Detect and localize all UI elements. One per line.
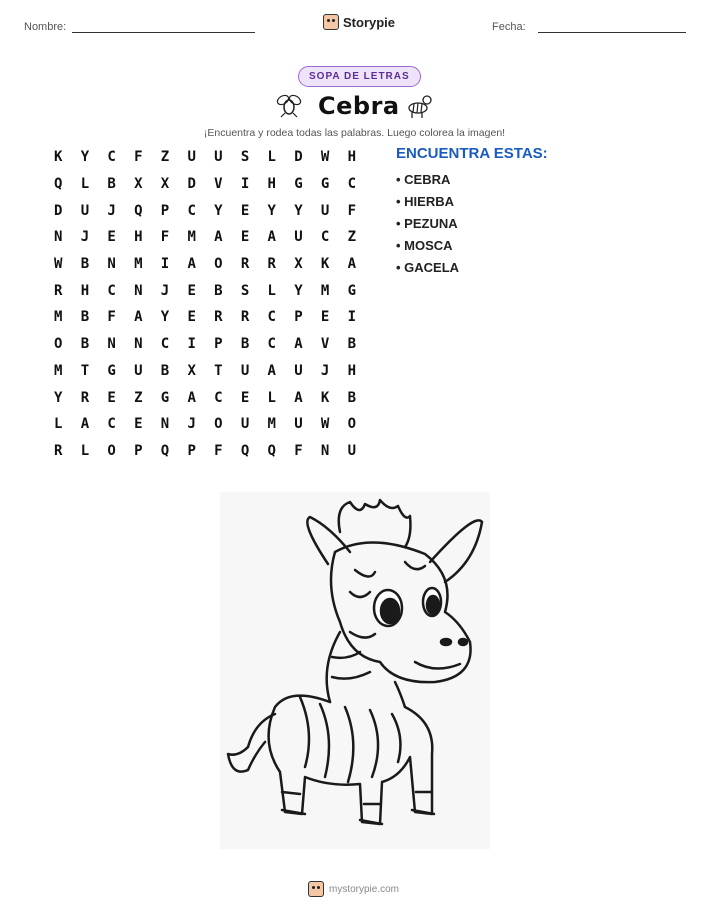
grid-letter[interactable]: A bbox=[187, 256, 196, 273]
small-zebra-icon bbox=[404, 90, 434, 120]
grid-letter[interactable]: U bbox=[187, 149, 196, 166]
grid-letter[interactable]: R bbox=[240, 256, 250, 273]
grid-letter[interactable]: J bbox=[107, 202, 116, 219]
zebra-illustration[interactable] bbox=[220, 492, 490, 849]
grid-letter[interactable]: G bbox=[320, 176, 330, 193]
grid-letter[interactable]: Y bbox=[294, 202, 303, 219]
grid-letter[interactable]: Q bbox=[240, 442, 250, 459]
grid-letter[interactable]: B bbox=[107, 176, 116, 193]
grid-letter[interactable]: C bbox=[107, 416, 116, 433]
grid-letter[interactable]: P bbox=[187, 442, 196, 459]
grid-letter[interactable]: S bbox=[240, 149, 250, 166]
grid-letter[interactable]: K bbox=[320, 389, 330, 406]
grid-letter[interactable]: N bbox=[134, 282, 143, 299]
grid-letter[interactable]: J bbox=[187, 416, 196, 433]
grid-letter[interactable]: M bbox=[187, 229, 196, 246]
grid-letter[interactable]: I bbox=[160, 256, 170, 273]
grid-letter[interactable]: N bbox=[134, 336, 143, 353]
name-line[interactable] bbox=[72, 32, 255, 33]
grid-letter[interactable]: R bbox=[54, 282, 63, 299]
grid-letter[interactable]: O bbox=[347, 416, 356, 433]
grid-letter[interactable]: E bbox=[240, 202, 250, 219]
grid-letter[interactable]: D bbox=[294, 149, 303, 166]
grid-letter[interactable]: W bbox=[320, 149, 330, 166]
grid-letter[interactable]: E bbox=[320, 309, 330, 326]
grid-letter[interactable]: M bbox=[267, 416, 276, 433]
grid-letter[interactable]: B bbox=[80, 309, 90, 326]
grid-letter[interactable]: P bbox=[134, 442, 143, 459]
grid-letter[interactable]: L bbox=[267, 149, 276, 166]
grid-letter[interactable]: T bbox=[80, 362, 90, 379]
grid-letter[interactable]: Y bbox=[54, 389, 63, 406]
storypie-logo-icon bbox=[308, 881, 324, 897]
grid-letter[interactable]: Q bbox=[54, 176, 63, 193]
grid-letter[interactable]: A bbox=[294, 389, 303, 406]
grid-letter[interactable]: E bbox=[187, 309, 196, 326]
grid-letter[interactable]: E bbox=[107, 229, 116, 246]
grid-letter[interactable]: C bbox=[107, 282, 116, 299]
name-label: Nombre: bbox=[24, 21, 67, 33]
grid-letter[interactable]: Q bbox=[160, 442, 170, 459]
grid-letter[interactable]: N bbox=[160, 416, 170, 433]
grid-letter[interactable]: W bbox=[54, 256, 63, 273]
grid-letter[interactable]: A bbox=[294, 336, 303, 353]
grid-letter[interactable]: F bbox=[134, 149, 143, 166]
worksheet-badge: SOPA DE LETRAS bbox=[298, 66, 421, 87]
date-label: Fecha: bbox=[492, 21, 526, 33]
grid-letter[interactable]: Z bbox=[134, 389, 143, 406]
grid-letter[interactable]: L bbox=[54, 416, 63, 433]
grid-letter[interactable]: C bbox=[187, 202, 196, 219]
grid-letter[interactable]: I bbox=[187, 336, 196, 353]
grid-letter[interactable]: Z bbox=[160, 149, 170, 166]
grid-letter[interactable]: M bbox=[54, 309, 63, 326]
brand-name: Storypie bbox=[343, 14, 396, 30]
grid-letter[interactable]: E bbox=[134, 416, 143, 433]
grid-letter[interactable]: H bbox=[134, 229, 143, 246]
grid-letter[interactable]: C bbox=[107, 149, 116, 166]
word-item: • PEZUNA bbox=[396, 216, 458, 231]
grid-letter[interactable]: O bbox=[214, 256, 223, 273]
grid-letter[interactable]: E bbox=[240, 389, 250, 406]
grid-letter[interactable]: A bbox=[267, 229, 276, 246]
grid-letter[interactable]: E bbox=[107, 389, 116, 406]
page-title: Cebra bbox=[318, 92, 400, 120]
grid-letter[interactable]: A bbox=[347, 256, 356, 273]
grid-letter[interactable]: O bbox=[214, 416, 223, 433]
grid-letter[interactable]: P bbox=[294, 309, 303, 326]
grid-letter[interactable]: G bbox=[347, 282, 356, 299]
grid-letter[interactable]: U bbox=[134, 362, 143, 379]
grid-letter[interactable]: I bbox=[347, 309, 356, 326]
grid-letter[interactable]: Q bbox=[267, 442, 276, 459]
grid-letter[interactable]: F bbox=[347, 202, 356, 219]
grid-letter[interactable]: F bbox=[294, 442, 303, 459]
grid-letter[interactable]: M bbox=[320, 282, 330, 299]
grid-letter[interactable]: U bbox=[240, 416, 250, 433]
grid-letter[interactable]: U bbox=[294, 362, 303, 379]
grid-letter[interactable]: V bbox=[214, 176, 223, 193]
grid-letter[interactable]: U bbox=[294, 416, 303, 433]
brand-logo bbox=[323, 14, 395, 30]
grid-letter[interactable]: A bbox=[134, 309, 143, 326]
word-item: • HIERBA bbox=[396, 194, 454, 209]
grid-letter[interactable]: U bbox=[347, 442, 356, 459]
grid-letter[interactable]: U bbox=[240, 362, 250, 379]
grid-letter[interactable]: K bbox=[54, 149, 63, 166]
grid-letter[interactable]: U bbox=[294, 229, 303, 246]
footer bbox=[308, 881, 399, 897]
grid-letter[interactable]: F bbox=[160, 229, 170, 246]
word-item: • CEBRA bbox=[396, 172, 451, 187]
grid-letter[interactable]: M bbox=[134, 256, 143, 273]
grid-letter[interactable]: X bbox=[134, 176, 143, 193]
word-item: • MOSCA bbox=[396, 238, 453, 253]
grid-letter[interactable]: L bbox=[80, 176, 90, 193]
grid-letter[interactable]: J bbox=[80, 229, 90, 246]
grid-letter[interactable]: H bbox=[267, 176, 276, 193]
grid-letter[interactable]: S bbox=[240, 282, 250, 299]
grid-letter[interactable]: X bbox=[160, 176, 170, 193]
grid-letter[interactable]: A bbox=[214, 229, 223, 246]
grid-letter[interactable]: N bbox=[107, 256, 116, 273]
grid-letter[interactable]: P bbox=[214, 336, 223, 353]
grid-letter[interactable]: E bbox=[187, 282, 196, 299]
word-list bbox=[396, 145, 548, 282]
grid-letter[interactable]: J bbox=[160, 282, 170, 299]
grid-letter[interactable]: O bbox=[107, 442, 116, 459]
grid-letter[interactable]: E bbox=[240, 229, 250, 246]
grid-letter[interactable]: W bbox=[320, 416, 330, 433]
grid-letter[interactable]: L bbox=[80, 442, 90, 459]
grid-letter[interactable]: B bbox=[240, 336, 250, 353]
grid-letter[interactable]: C bbox=[214, 389, 223, 406]
grid-letter[interactable]: C bbox=[267, 309, 276, 326]
grid-letter[interactable]: A bbox=[80, 416, 90, 433]
grid-letter[interactable]: K bbox=[320, 256, 330, 273]
grid-letter[interactable]: I bbox=[240, 176, 250, 193]
grid-letter[interactable]: H bbox=[347, 149, 356, 166]
grid-letter[interactable]: Y bbox=[80, 149, 90, 166]
grid-letter[interactable]: Y bbox=[160, 309, 170, 326]
grid-letter[interactable]: Y bbox=[294, 282, 303, 299]
grid-letter[interactable]: R bbox=[240, 309, 250, 326]
grid-letter[interactable]: C bbox=[320, 229, 330, 246]
grid-letter[interactable]: G bbox=[160, 389, 170, 406]
instructions: ¡Encuentra y rodea todas las palabras. Luego colorea la imagen! bbox=[203, 127, 506, 139]
grid-letter[interactable]: C bbox=[160, 336, 170, 353]
grid-letter[interactable]: Y bbox=[214, 202, 223, 219]
grid-letter[interactable]: G bbox=[294, 176, 303, 193]
grid-letter[interactable]: N bbox=[320, 442, 330, 459]
grid-letter[interactable]: L bbox=[267, 282, 276, 299]
date-line[interactable] bbox=[538, 32, 686, 33]
grid-letter[interactable]: Z bbox=[347, 229, 356, 246]
grid-letter[interactable]: Y bbox=[267, 202, 276, 219]
grid-letter[interactable]: B bbox=[80, 336, 90, 353]
word-list-title: ENCUENTRA ESTAS: bbox=[396, 145, 548, 162]
grid-letter[interactable]: F bbox=[214, 442, 223, 459]
grid-letter[interactable]: U bbox=[80, 202, 90, 219]
footer-url[interactable]: mystorypie.com bbox=[329, 883, 400, 895]
grid-letter[interactable]: B bbox=[160, 362, 170, 379]
grid-letter[interactable]: H bbox=[347, 362, 356, 379]
grid-letter[interactable]: C bbox=[347, 176, 356, 193]
word-item: • GACELA bbox=[396, 260, 460, 275]
grid-letter[interactable]: R bbox=[80, 389, 90, 406]
grid-letter[interactable]: R bbox=[214, 309, 223, 326]
grid-letter[interactable]: H bbox=[80, 282, 90, 299]
grid-letter[interactable]: P bbox=[160, 202, 170, 219]
fly-icon bbox=[274, 91, 304, 119]
grid-letter[interactable]: V bbox=[320, 336, 330, 353]
grid-letter[interactable]: L bbox=[267, 389, 276, 406]
grid-letter[interactable]: X bbox=[187, 362, 196, 379]
grid-letter[interactable]: F bbox=[107, 309, 116, 326]
grid-letter[interactable]: R bbox=[54, 442, 63, 459]
grid-letter[interactable]: J bbox=[320, 362, 330, 379]
grid-letter[interactable]: N bbox=[54, 229, 63, 246]
grid-letter[interactable]: X bbox=[294, 256, 303, 273]
word-search-grid bbox=[54, 144, 374, 464]
grid-letter[interactable]: B bbox=[347, 336, 356, 353]
grid-letter[interactable]: G bbox=[107, 362, 116, 379]
grid-letter[interactable]: O bbox=[54, 336, 63, 353]
grid-letter[interactable]: U bbox=[320, 202, 330, 219]
grid-letter[interactable]: A bbox=[187, 389, 196, 406]
grid-letter[interactable]: B bbox=[80, 256, 90, 273]
grid-letter[interactable]: D bbox=[187, 176, 196, 193]
storypie-logo-icon bbox=[323, 14, 339, 30]
grid-letter[interactable]: D bbox=[54, 202, 63, 219]
grid-letter[interactable]: Q bbox=[134, 202, 143, 219]
grid-letter[interactable]: N bbox=[107, 336, 116, 353]
grid-letter[interactable]: A bbox=[267, 362, 276, 379]
zebra-coloring-icon bbox=[220, 492, 490, 849]
grid-letter[interactable]: C bbox=[267, 336, 276, 353]
grid-letter[interactable]: T bbox=[214, 362, 223, 379]
grid-letter[interactable]: M bbox=[54, 362, 63, 379]
grid-letter[interactable]: U bbox=[214, 149, 223, 166]
grid-letter[interactable]: B bbox=[214, 282, 223, 299]
grid-letter[interactable]: B bbox=[347, 389, 356, 406]
grid-letter[interactable]: R bbox=[267, 256, 276, 273]
